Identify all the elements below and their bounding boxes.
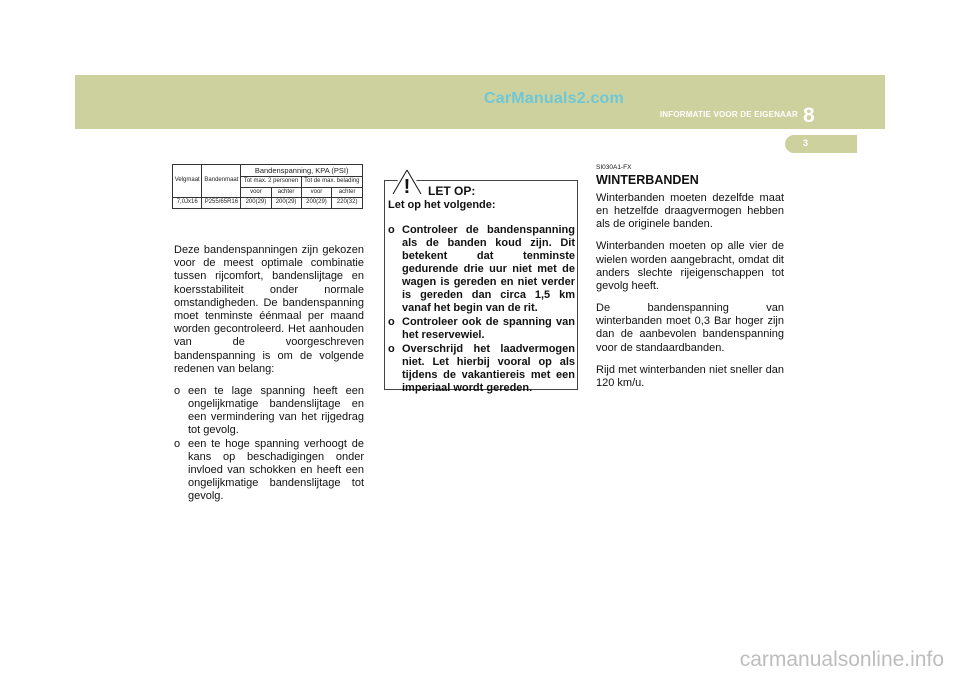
cell-max-front: 200(29) xyxy=(301,198,332,209)
header-max-front: voor xyxy=(301,187,332,198)
list-item xyxy=(174,385,364,438)
winter-paragraph: Rijd met winterbanden niet sneller dan 120 km/u. xyxy=(596,363,784,390)
watermark-carmanuals2[interactable]: CarManuals2.com xyxy=(484,90,624,107)
header-max-load: Tot de max. belading xyxy=(301,177,362,188)
right-column xyxy=(596,164,784,399)
cell-max-rear: 220(32) xyxy=(332,198,363,209)
bullet-mark: o xyxy=(174,384,181,397)
table-row xyxy=(173,198,363,209)
list-item xyxy=(388,343,575,395)
bullet-text: Overschrijd het laadvermogen niet. Let hierbij vooral op als tijdens de vakantiereis met een imperiaal wordt gereden. xyxy=(402,342,575,394)
header-normal-front: voor xyxy=(241,187,271,198)
caution-box xyxy=(384,180,578,394)
header-normal-load: Tot max. 2 personen xyxy=(241,177,301,188)
caution-intro: Let op het volgende: xyxy=(388,199,496,211)
winter-paragraph: Winterbanden moeten op alle vier de wielen worden aangebracht, omdat dit anders slechte rijeigenschappen tot gevolg heeft. xyxy=(596,240,784,292)
winter-paragraph: De bandenspanning van winterbanden moet 0,3 Bar hoger zijn dan de aanbevolen bandenspanning voor de standaardbanden. xyxy=(596,302,784,354)
header-rim-size: Velgmaat xyxy=(173,165,202,198)
bullet-mark: o xyxy=(388,315,395,328)
list-item xyxy=(388,316,575,342)
warning-mark: ! xyxy=(403,176,411,198)
header-max-rear: achter xyxy=(332,187,363,198)
page-number: 3 xyxy=(803,138,809,148)
header-tyre-size: Bandenmaat xyxy=(202,165,241,198)
cell-tyre: P255/65R16 xyxy=(202,198,241,209)
section-code: SI030A1-FX xyxy=(596,164,632,171)
caution-title: LET OP: xyxy=(428,184,476,198)
tyre-pressure-table xyxy=(172,164,363,209)
list-item xyxy=(174,438,364,504)
section-title: INFORMATIE VOOR DE EIGENAAR xyxy=(659,110,798,119)
bullet-text: een te hoge spanning verhoogt de kans op beschadigingen onder invloed van schokken en heeft een ongelijkmatige bandenslijtage tot gevolg. xyxy=(188,437,364,503)
cell-normal-front: 200(29) xyxy=(241,198,271,209)
bullet-mark: o xyxy=(388,342,395,355)
header-pressure: Bandenspanning, KPA (PSI) xyxy=(241,165,363,177)
list-item xyxy=(388,224,575,315)
chapter-number: 8 xyxy=(803,104,815,127)
pressure-intro-paragraph: Deze bandenspanningen zijn gekozen voor de meest optimale combinatie tussen rijcomfort, bandenslijtage en koersstabiliteit onder normale omstandigheden. De bandenspanning moet tenminste éénmaal per maand worden gecontroleerd. Het aanhouden van de voorgeschreven bandenspanning is om de volgende redenen van belang: xyxy=(174,244,364,375)
winter-paragraph: Winterbanden moeten dezelfde maat en hetzelfde draagvermogen hebben als de originele banden. xyxy=(596,191,784,231)
caution-list xyxy=(388,224,575,396)
cell-rim: 7,0Jx16 xyxy=(173,198,202,209)
bullet-text: Controleer ook de spanning van het reservewiel. xyxy=(402,315,575,341)
watermark-carmanualsonline[interactable]: carmanualsonline.info xyxy=(739,648,944,671)
bullet-mark: o xyxy=(174,437,181,450)
header-band xyxy=(75,75,885,129)
left-column xyxy=(174,244,364,504)
bullet-mark: o xyxy=(388,224,395,236)
warning-exclamation-icon xyxy=(388,164,426,198)
header-normal-rear: achter xyxy=(271,187,301,198)
pressure-bullet-list xyxy=(174,385,364,504)
bullet-text: een te lage spanning heeft een ongelijkmatige bandenslijtage en een vermindering van het rijgedrag tot gevolg. xyxy=(188,384,364,437)
bullet-text: Controleer de bandenspanning als de banden koud zijn. Dit betekent dat tenminste gedurende drie uur niet met de wagen is gereden en niet verder is gereden dan circa 1,5 km vanaf het begin van de rit. xyxy=(402,224,575,314)
page-number-tab xyxy=(785,135,857,153)
cell-normal-rear: 200(29) xyxy=(271,198,301,209)
winter-tyres-title: WINTERBANDEN xyxy=(596,172,699,187)
